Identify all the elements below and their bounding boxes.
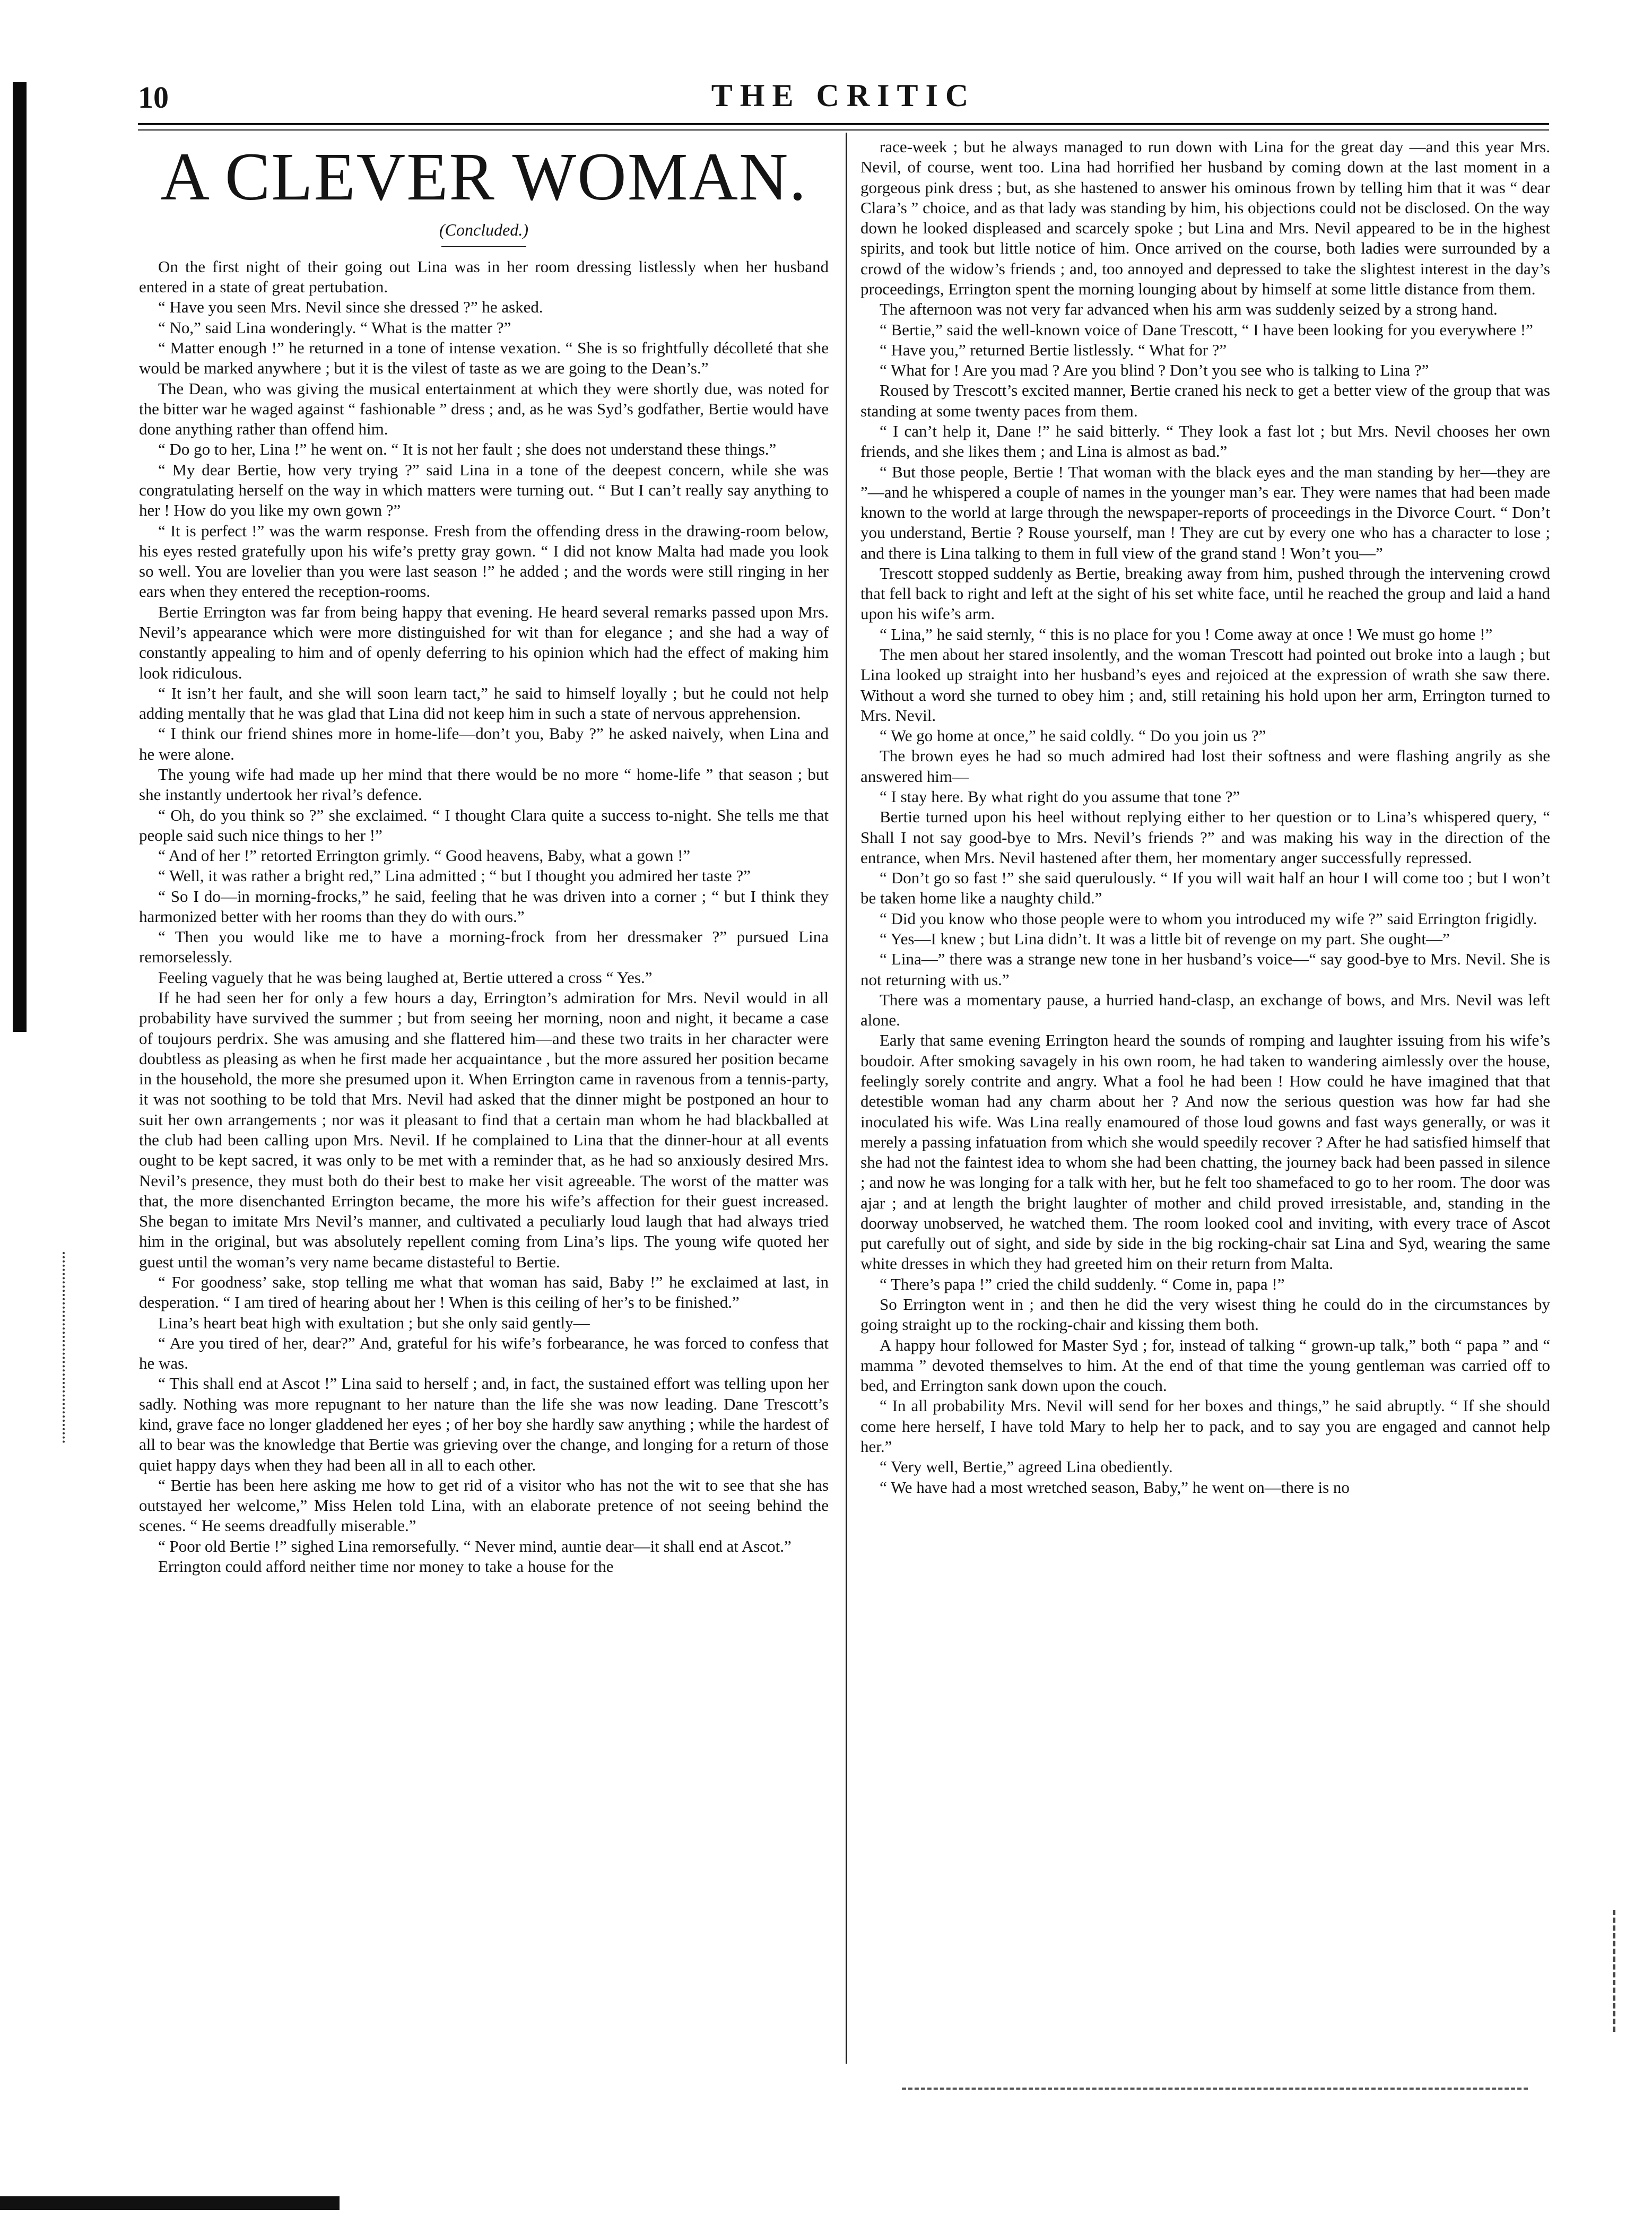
header-rule-thin [138, 129, 1549, 131]
paragraph: “ Bertie,” said the well-known voice of Dane Trescott, “ I have been looking for you everywhere !” [880, 320, 1533, 339]
scan-edge-marks [63, 1252, 68, 1443]
page-header [138, 80, 1549, 122]
paragraph: “ I think our friend shines more in home-life—don’t you, Baby ?” he asked naively, when Lina and he were alone. [139, 724, 829, 763]
paragraph: A happy hour followed for Master Syd ; for, instead of talking “ grown-up talk,” both “ papa ” and “ mamma ” devoted themselves to him. At the end of that time the young gentleman was carried off to bed, and Errington sank down upon the couch. [860, 1335, 1550, 1395]
paragraph: “ We go home at once,” he said coldly. “ Do you join us ?” [880, 726, 1266, 745]
paragraph: On the first night of their going out Lina was in her room dressing listlessly when her husband entered in a state of great pertubation. [139, 257, 829, 297]
paragraph: “ Are you tired of her, dear?” And, grateful for his wife’s forbearance, he was forced to confess that he was. [139, 1333, 829, 1373]
paragraph: “ Then you would like me to have a morning-frock from her dressmaker ?” pursued Lina remorselessly. [139, 927, 829, 967]
paragraph: “ Lina—” there was a strange new tone in her husband’s voice—“ say good-bye to Mrs. Nevil. She is not returning with us.” [860, 950, 1550, 989]
paragraph: “ Do go to her, Lina !” he went on. “ It is not her fault ; she does not understand these things.” [158, 440, 777, 459]
paragraph: “ Did you know who those people were to whom you introduced my wife ?” said Errington frigidly. [880, 909, 1537, 928]
paragraph: “ We have had a most wretched season, Baby,” he went on—there is no [880, 1477, 1350, 1497]
paragraph: Errington could afford neither time nor money to take a house for the [158, 1557, 614, 1576]
paragraph: “ Oh, do you think so ?” she exclaimed. “ I thought Clara quite a success to-night. She tells me that people said such nice things to her !” [139, 805, 829, 845]
paragraph: race-week ; but he always managed to run down with Lina for the great day —and this year Mrs. Nevil, of course, went too. Lina had horrified her husband by coming down at the last moment in a gorgeous pink dress ; but, as she hastened to answer his ominous frown by telling him that it was “ dear Clara’s ” choice, and as that lady was standing by him, his objections could not be disclosed. On the way down he looked displeased and scarcely spoke ; but Lina and Mrs. Nevil appeared to be in the highest spirits, and took but little notice of him. Once arrived on the course, both ladies were surrounded by a crowd of the widow’s friends ; and, too annoyed and depressed to take the slightest interest in the day’s proceedings, Errington spent the morning lounging about by himself at some little distance from them. [860, 137, 1550, 298]
paragraph: So Errington went in ; and then he did the very wisest thing he could do in the circumstances by going straight up to the rocking-chair and kissing them both. [860, 1295, 1550, 1334]
paragraph: “ I stay here. By what right do you assume that tone ?” [880, 787, 1240, 806]
right-column-text [860, 137, 1550, 1498]
paragraph: “ Matter enough !” he returned in a tone of intense vexation. “ She is so frightfully décolleté that she would be marked anywhere ; but it is the vilest of taste as we are going to the Dean’s.” [139, 338, 829, 378]
scan-margin-mark [1613, 1910, 1620, 2032]
paragraph: “ Don’t go so fast !” she said querulously. “ If you will wait half an hour I will come too ; but I won’t be taken home like a naughty child.” [860, 868, 1550, 908]
journal-title: THE CRITIC [711, 78, 976, 113]
paragraph: Trescott stopped suddenly as Bertie, breaking away from him, pushed through the intervening crowd that fell back to right and left at the sight of his set white face, until he reached the group and laid a hand upon his wife’s arm. [860, 563, 1550, 623]
scan-bottom-bar [0, 2196, 340, 2210]
paragraph: The young wife had made up her mind that there would be no more “ home-life ” that season ; but she instantly undertook her rival’s defence. [139, 764, 829, 804]
right-column [860, 137, 1550, 2079]
paragraph: “ It isn’t her fault, and she will soon learn tact,” he said to himself loyally ; but he could not help adding mentally that he was glad that Lina did not keep him in such a state of nervous apprehension. [139, 683, 829, 723]
paragraph: “ Well, it was rather a bright red,” Lina admitted ; “ but I thought you admired her taste ?” [158, 866, 751, 885]
bottom-rule-marks [902, 2088, 1528, 2090]
column-divider [846, 133, 847, 2064]
paragraph: “ Very well, Bertie,” agreed Lina obediently. [880, 1457, 1173, 1476]
paragraph: The brown eyes he had so much admired had lost their softness and were flashing angrily as she answered him— [860, 746, 1550, 786]
paragraph: “ There’s papa !” cried the child suddenly. “ Come in, papa !” [880, 1274, 1285, 1293]
paragraph: “ Lina,” he said sternly, “ this is no place for you ! Come away at once ! We must go home !” [880, 624, 1493, 644]
paragraph: “ What for ! Are you mad ? Are you blind ? Don’t you see who is talking to Lina ?” [880, 361, 1429, 380]
paragraph: “ Bertie has been here asking me how to get rid of a visitor who has not the wit to see that she has outstayed her welcome,” Miss Helen told Lina, with an elaborate pretence of not seeing behind the scenes. “ He seems dreadfully miserable.” [139, 1475, 829, 1535]
paragraph: Early that same evening Errington heard the sounds of romping and laughter issuing from his wife’s boudoir. After smoking savagely in his own room, he had taken to wandering aimlessly over the house, feelingly sorely contrite and angry. What a fool he had been ! How could he have imagined that that detestible woman had any charm about her ? And now the serious question was how far had she inoculated his wife. Was Lina really enamoured of those loud gowns and fast ways generally, or was it merely a passing infatuation from which she would speedily recover ? After he had satisfied himself that she had not the faintest idea to whom she had been chatting, the journey back had been passed in silence ; and now he was longing for a talk with her, but he felt too shamefaced to go to her room. The door was ajar ; and at length the bright laughter of mother and child proved irresistable, and, standing in the doorway unobserved, he watched them. The room looked cool and inviting, with every trace of Ascot put carefully out of sight, and side by side in the big rocking-chair sat Lina and Syd, wearing the same white dresses in which they had greeted him on their return from Malta. [860, 1031, 1550, 1273]
paragraph: Lina’s heart beat high with exultation ; but she only said gently— [158, 1313, 590, 1332]
header-rule-thick [138, 123, 1549, 125]
paragraph: “ Have you,” returned Bertie listlessly. “ What for ?” [880, 340, 1227, 359]
paragraph: “ For goodness’ sake, stop telling me what that woman has said, Baby !” he exclaimed at last, in desperation. “ I am tired of hearing about her ! When is this ceiling of her’s to be finished.” [139, 1272, 829, 1312]
scan-edge-bar [13, 82, 27, 1032]
left-column-text [139, 257, 829, 1577]
paragraph: The Dean, who was giving the musical entertainment at which they were shortly due, was noted for the bitter war he waged against “ fashionable ” dress ; and, as he was Syd’s godfather, Bertie would have done anything rather than offend him. [139, 379, 829, 439]
paragraph: “ I can’t help it, Dane !” he said bitterly. “ They look a fast lot ; but Mrs. Nevil chooses her own friends, and she likes them ; and Lina is almost as bad.” [860, 421, 1550, 461]
paragraph: The men about her stared insolently, and the woman Trescott had pointed out broke into a laugh ; but Lina looked up straight into her husband’s eyes and rejoiced at the expression of wrath she saw there. Without a word she turned to obey him ; and, still retaining his hold upon her arm, Errington turned to Mrs. Nevil. [860, 645, 1550, 725]
paragraph: “ Yes—I knew ; but Lina didn’t. It was a little bit of revenge on my part. She ought—” [880, 929, 1450, 948]
page-number: 10 [138, 80, 169, 115]
paragraph: “ My dear Bertie, how very trying ?” said Lina in a tone of the deepest concern, while she was congratulating herself on the way in which matters were turning out. “ But I can’t really say anything to her ! How do you like my own gown ?” [139, 460, 829, 520]
paragraph: “ It is perfect !” was the warm response. Fresh from the offending dress in the drawing-room below, his eyes rested gratefully upon his wife’s pretty gray gown. “ I did not know Malta had made you look so well. You are lovelier than you were last season !” he added ; and the words were still ringing in her ears when they entered the reception-rooms. [139, 521, 829, 601]
story-note: (Concluded.) [439, 220, 528, 240]
paragraph: “ But those people, Bertie ! That woman with the black eyes and the man standing by her—they are ”—and he whispered a couple of names in the younger man’s ear. They were names that had been made known to the world at large through the newspaper-reports of proceedings in the Divorce Court. “ Don’t you understand, Bertie ? Rouse yourself, man ! They are cut by every one who has a character to lose ; and there is Lina talking to them in full view of the grand stand ! Won’t you—” [860, 462, 1550, 562]
story-title: A CLEVER WOMAN. [160, 139, 807, 214]
paragraph: Roused by Trescott’s excited manner, Bertie craned his neck to get a better view of the group that was standing at some twenty paces from them. [860, 381, 1550, 420]
paragraph: “ And of her !” retorted Errington grimly. “ Good heavens, Baby, what a gown !” [158, 846, 691, 865]
paragraph: “ Have you seen Mrs. Nevil since she dressed ?” he asked. [158, 298, 543, 317]
paragraph: If he had seen her for only a few hours a day, Errington’s admiration for Mrs. Nevil would in all probability have survived the summer ; but from seeing her morning, noon and night, it became a case of toujours perdrix. She was amusing and she flattered him—and these two traits in her character were doubtless as pleasing as when he first made her acquaintance , but the more assured her position became in the household, the more she presumed upon it. When Errington came in ravenous from a tennis-party, it was not soothing to be told that Mrs. Nevil had asked that the dinner might be postponed an hour to suit her own arrangements ; nor was it pleasant to find that a certain man whom he had blackballed at the club had been calling upon Mrs. Nevil. If he complained to Lina that the dinner-hour at all events ought to be kept sacred, it was only to be met with a reminder that, as he had so anxiously desired Mrs. Nevil’s presence, they must both do their best to make her visit agreeable. The worst of the matter was that, the more disenchanted Errington became, the more his wife’s affection for their guest increased. She began to imitate Mrs Nevil’s manner, and cultivated a peculiarly loud laugh that had always tried him in the original, but was absolutely repellent coming from Lina’s lips. The young wife quoted her guest until the woman’s very name became distasteful to Bertie. [139, 988, 829, 1271]
paragraph: There was a momentary pause, a hurried hand-clasp, an exchange of bows, and Mrs. Nevil was left alone. [860, 990, 1550, 1030]
paragraph: “ So I do—in morning-frocks,” he said, feeling that he was driven into a corner ; “ but I think they harmonized better with her rooms than they do with ours.” [139, 886, 829, 926]
left-column [139, 137, 829, 2079]
paragraph: “ This shall end at Ascot !” Lina said to herself ; and, in fact, the sustained effort was telling upon her sadly. Nothing was more repugnant to her nature than the life she was now leading. Dane Trescott’s kind, grave face no longer gladdened her eyes ; of her boy she hardly saw anything ; while the hardest of all to bear was the knowledge that Bertie was grieving over the change, and longing for a return of those quiet happy days when they had been all in all to each other. [139, 1374, 829, 1474]
paragraph: “ No,” said Lina wonderingly. “ What is the matter ?” [158, 318, 511, 337]
paragraph: “ Poor old Bertie !” sighed Lina remorsefully. “ Never mind, auntie dear—it shall end at Ascot.” [158, 1536, 792, 1555]
title-rule [441, 246, 526, 247]
paragraph: The afternoon was not very far advanced when his arm was suddenly seized by a strong hand. [880, 300, 1498, 319]
paragraph: Feeling vaguely that he was being laughed at, Bertie uttered a cross “ Yes.” [158, 968, 653, 987]
paragraph: Bertie Errington was far from being happy that evening. He heard several remarks passed upon Mrs. Nevil’s appearance which were more distinguished for wit than for elegance ; and she had a way of constantly appealing to him and of openly deferring to his opinion which had the effect of making him look ridiculous. [139, 602, 829, 682]
paragraph: “ In all probability Mrs. Nevil will send for her boxes and things,” he said abruptly. “ If she should come here herself, I have told Mary to help her to pack, and to say you are engaged and cannot help her.” [860, 1396, 1550, 1456]
paragraph: Bertie turned upon his heel without replying either to her question or to Lina’s whispered query, “ Shall I not say good-bye to Mrs. Nevil’s friends ?” and was making his way in the direction of the entrance, when Mrs. Nevil hastened after them, her momentary anger successfully repressed. [860, 807, 1550, 867]
